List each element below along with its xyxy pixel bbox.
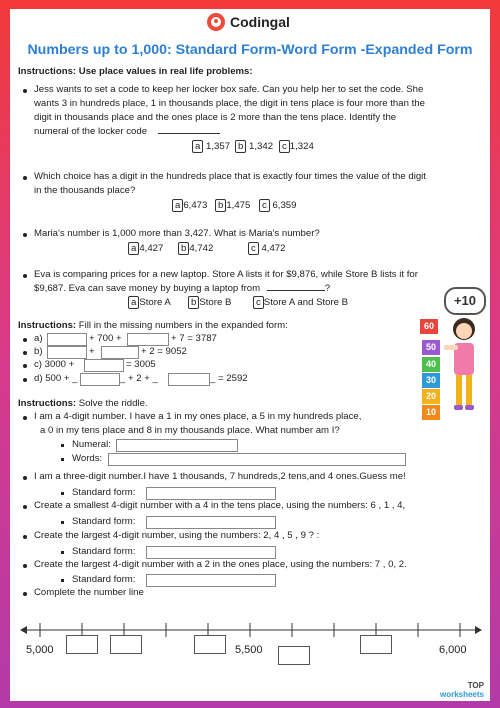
q3-option-a[interactable]: a 4,427 bbox=[128, 242, 163, 256]
numberline-box[interactable] bbox=[194, 635, 226, 654]
riddle3-line: Create a smallest 4-digit number with a 4 in the tens place, using the numbers: 6 , 1 , 4, bbox=[34, 500, 406, 511]
topworksheets-logo: TOP worksheets bbox=[439, 681, 484, 699]
bullet bbox=[23, 416, 27, 420]
q3-line-1: Maria's number is 1,000 more than 3,427. What is Maria's number? bbox=[34, 228, 320, 239]
expanded-a-text-2: + 7 = 3787 bbox=[171, 333, 217, 344]
expanded-a-text: + 700 + bbox=[89, 333, 122, 344]
q4-option-a[interactable]: a Store A bbox=[128, 296, 171, 310]
expanded-d-label: d) 500 + _ bbox=[34, 373, 78, 384]
expanded-b-text: + bbox=[89, 346, 95, 357]
riddle2-line: I am a three-digit number.I have 1 thousands, 7 hundreds,2 tens,and 4 ones.Guess me! bbox=[34, 471, 406, 482]
q4-option-c[interactable]: c Store A and Store B bbox=[253, 296, 348, 310]
block-20: 20 bbox=[422, 389, 440, 404]
q2-option-c[interactable]: c 6,359 bbox=[259, 199, 296, 213]
standard-form-input[interactable] bbox=[146, 516, 276, 529]
bullet bbox=[23, 505, 27, 509]
section2-heading: Instructions: Fill in the missing numbers in the expanded form: bbox=[18, 320, 288, 331]
numeral-label: Numeral: bbox=[72, 439, 111, 450]
block-30: 30 bbox=[422, 373, 440, 388]
bullet bbox=[23, 476, 27, 480]
sub-bullet bbox=[61, 579, 64, 582]
words-input[interactable] bbox=[108, 453, 406, 466]
expanded-d-blank-2[interactable] bbox=[168, 373, 210, 386]
bullet bbox=[23, 364, 27, 368]
bullet bbox=[23, 535, 27, 539]
bullet bbox=[23, 564, 27, 568]
block-50: 50 bbox=[422, 340, 440, 355]
bullet bbox=[23, 89, 27, 93]
section3-heading: Instructions: Solve the riddle. bbox=[18, 398, 148, 409]
block-10: 10 bbox=[422, 405, 440, 420]
bullet bbox=[23, 338, 27, 342]
q4-line-1: Eva is comparing prices for a new laptop. Store A lists it for $9,876, while Store B lists it for bbox=[34, 269, 418, 280]
bullet bbox=[23, 176, 27, 180]
riddle4-line: Create the largest 4-digit number, using the numbers: 2, 4 , 5 , 9 ? : bbox=[34, 530, 320, 541]
sub-bullet bbox=[61, 458, 64, 461]
block-40: 40 bbox=[422, 357, 440, 372]
q1-line-3: digit in thousands place and the ones place is 2 more than the tens place. Identify the bbox=[34, 112, 397, 123]
q2-option-a[interactable]: a 6,473 bbox=[172, 199, 207, 213]
q1-option-b[interactable]: b 1,342 bbox=[235, 140, 273, 154]
riddle1-line-1: I am a 4-digit number. I have a 1 in my ones place, a 5 in my hundreds place, bbox=[34, 411, 362, 422]
brand-name: Codingal bbox=[230, 14, 290, 30]
q4-line-2: $9,687. Eva can save money by buying a laptop from ? bbox=[34, 283, 331, 294]
numberline-label-mid: 5,500 bbox=[235, 644, 263, 656]
worksheet bbox=[10, 9, 490, 701]
q3-option-c[interactable]: c 4,472 bbox=[248, 242, 285, 256]
bullet bbox=[23, 592, 27, 596]
q1-option-a[interactable]: a 1,357 bbox=[192, 140, 230, 154]
standard-form-label: Standard form: bbox=[72, 516, 136, 527]
numeral-input[interactable] bbox=[116, 439, 238, 452]
expanded-a-blank-1[interactable] bbox=[47, 333, 87, 346]
expanded-b-text-2: + 2 = 9052 bbox=[141, 346, 187, 357]
girl-figure-icon bbox=[442, 313, 488, 423]
riddle5-line: Create the largest 4-digit number with a 2 in the ones place, using the numbers: 7 , 0, 2. bbox=[34, 559, 407, 570]
expanded-d-blank-1[interactable] bbox=[80, 373, 120, 386]
standard-form-label: Standard form: bbox=[72, 487, 136, 498]
codingal-logo-icon bbox=[207, 13, 225, 31]
bullet bbox=[23, 351, 27, 355]
expanded-c-blank[interactable] bbox=[84, 359, 124, 372]
q1-line-2: wants 3 in hundreds place, 1 in thousands place, the digit in tens place is four more than the bbox=[34, 98, 425, 109]
riddle1-line-2: a 0 in my tens place and 8 in my thousands place. What number am I? bbox=[40, 425, 340, 436]
q2-line-2: in the thousands place? bbox=[34, 185, 136, 196]
expanded-c-text: = 3005 bbox=[126, 359, 156, 370]
numberline-box[interactable] bbox=[66, 635, 98, 654]
numberline-label-end: 6,000 bbox=[439, 644, 467, 656]
bullet bbox=[23, 274, 27, 278]
sub-bullet bbox=[61, 521, 64, 524]
q1-option-c[interactable]: c 1,324 bbox=[279, 140, 314, 154]
q3-option-b[interactable]: b 4,742 bbox=[178, 242, 213, 256]
block-60: 60 bbox=[420, 319, 438, 334]
q1-line-1: Jess wants to set a code to keep her locker box safe. Can you help her to set the code. She bbox=[34, 84, 424, 95]
numberline-box[interactable] bbox=[360, 635, 392, 654]
expanded-b-label: b) bbox=[34, 346, 43, 357]
bullet bbox=[23, 233, 27, 237]
sub-bullet bbox=[61, 492, 64, 495]
expanded-d-text-2: _ = 2592 bbox=[210, 373, 248, 384]
sub-bullet bbox=[61, 444, 64, 447]
bullet bbox=[23, 378, 27, 382]
page-title: Numbers up to 1,000: Standard Form-Word Form -Expanded Form bbox=[27, 42, 473, 58]
sub-bullet bbox=[61, 551, 64, 554]
numberline-label-start: 5,000 bbox=[26, 644, 54, 656]
q1-line-4: numeral of the locker code bbox=[34, 125, 220, 139]
standard-form-label: Standard form: bbox=[72, 574, 136, 585]
numberline-box[interactable] bbox=[278, 646, 310, 665]
q4-option-b[interactable]: b Store B bbox=[188, 296, 231, 310]
girl-with-blocks-illustration bbox=[408, 287, 488, 427]
answer-blank[interactable] bbox=[267, 290, 325, 291]
riddle6-line: Complete the number line bbox=[34, 587, 144, 598]
plus-ten-badge: +10 bbox=[444, 287, 486, 315]
q2-option-b[interactable]: b 1,475 bbox=[215, 199, 250, 213]
answer-blank[interactable] bbox=[158, 133, 220, 134]
standard-form-label: Standard form: bbox=[72, 546, 136, 557]
numberline-box[interactable] bbox=[110, 635, 142, 654]
standard-form-input[interactable] bbox=[146, 574, 276, 587]
expanded-d-text: _ + 2 + _ bbox=[120, 373, 158, 384]
words-label: Words: bbox=[72, 453, 103, 464]
expanded-a: a) bbox=[34, 333, 43, 344]
q2-line-1: Which choice has a digit in the hundreds place that is exactly four times the value of the digit bbox=[34, 171, 426, 182]
section1-heading: Instructions: Use place values in real life problems: bbox=[18, 66, 253, 77]
brand-logo bbox=[207, 13, 290, 31]
expanded-c-label: c) 3000 + bbox=[34, 359, 75, 370]
